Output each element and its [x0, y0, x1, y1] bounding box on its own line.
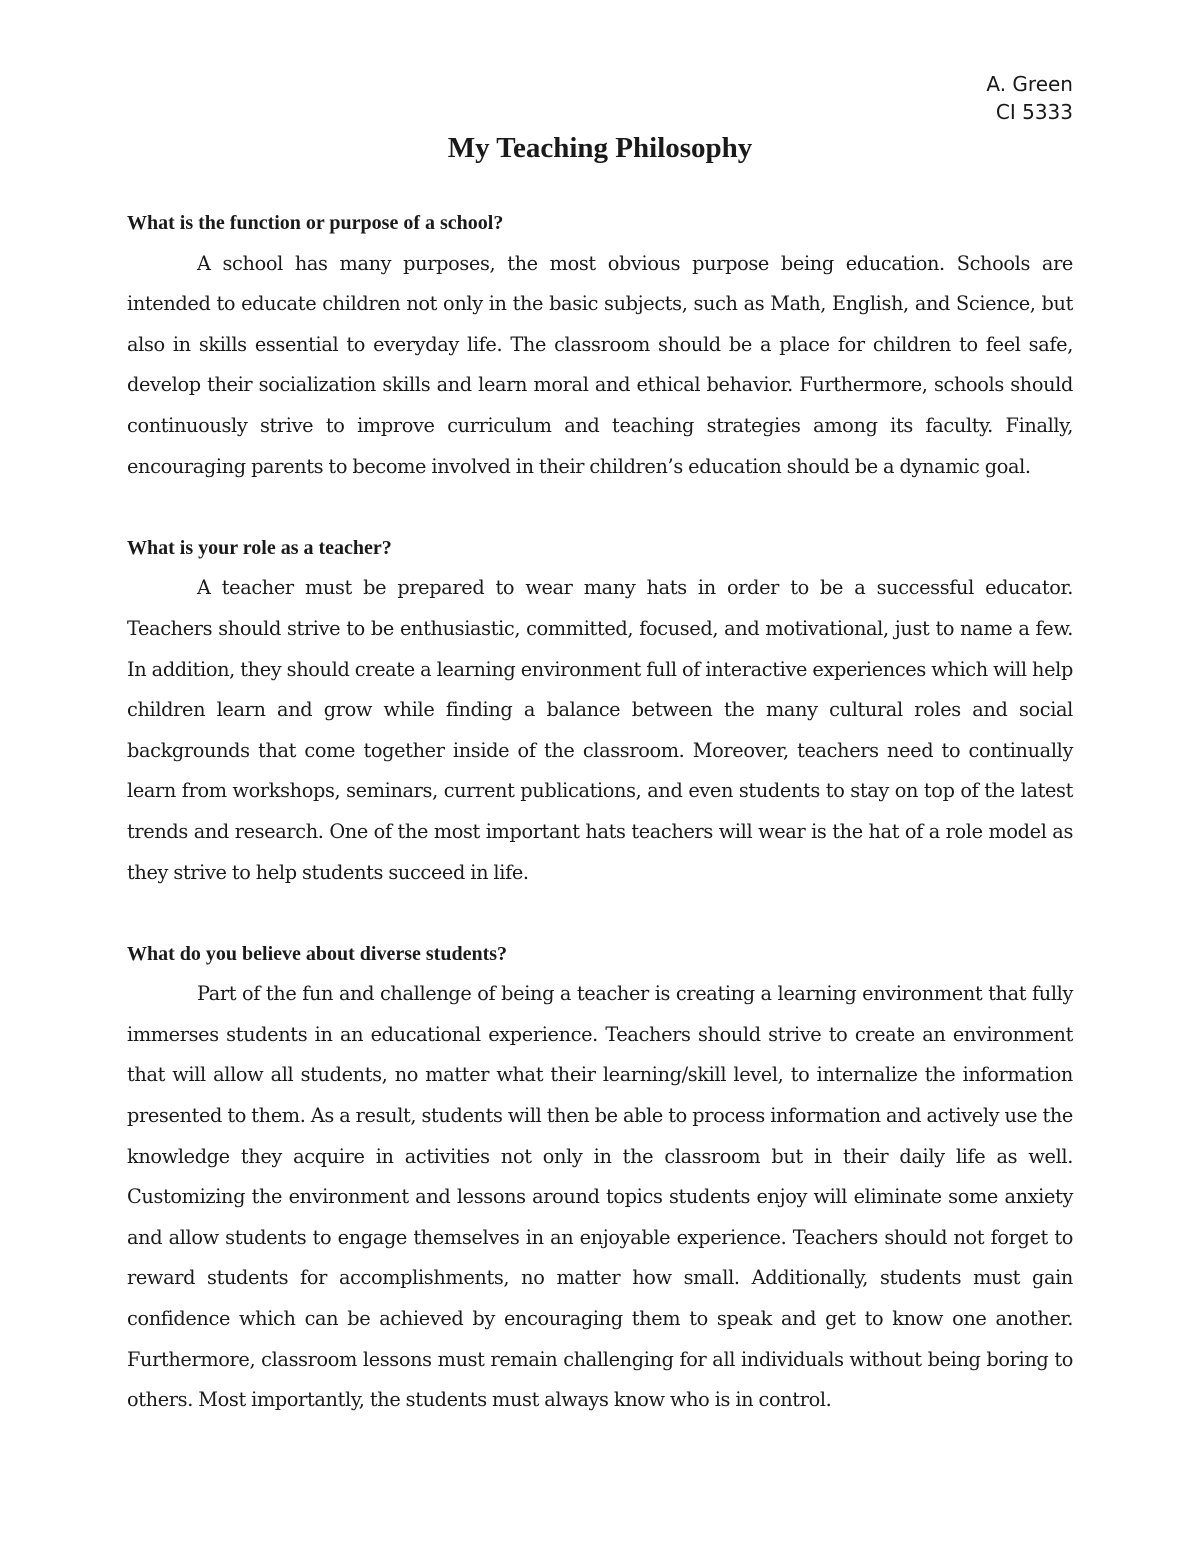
section-paragraph: A school has many purposes, the most obvious purpose being education. Schools are intended to educate children not only in the basic subjects, such as Math, English, and Science, but also in skills essential to everyday life. The classroom should be a place for children to feel safe, develop their socialization skills and learn moral and ethical behavior. Furthermore, schools should continuously strive to improve curriculum and teaching strategies among its faculty. Finally, encouraging parents to become involved in their children’s education should be a dynamic goal. — [127, 251, 1073, 478]
section-heading: What do you believe about diverse students? — [127, 942, 508, 965]
section-school-purpose — [127, 203, 1073, 487]
document-header — [986, 70, 1073, 126]
section-paragraph: Part of the fun and challenge of being a teacher is creating a learning environment that fully immerses students in an educational experience. Teachers should strive to create an environment that will allow all students, no matter what their learning/skill level, to internalize the information presented to them. As a result, students will then be able to process information and actively use the knowledge they acquire in activities not only in the classroom but in their daily life as well. Customizing the environment and lessons around topics students enjoy will eliminate some anxiety and allow students to engage themselves in an enjoyable experience. Teachers should not forget to reward students for accomplishments, no matter how small. Additionally, students must gain confidence which can be achieved by encouraging them to speak and get to know one another. Furthermore, classroom lessons must remain challenging for all individuals without being boring to others. Most importantly, the students must always know who is in control. — [127, 982, 1073, 1412]
section-teacher-role — [127, 528, 1073, 893]
document-body — [127, 203, 1073, 1421]
course-code: CI 5333 — [995, 100, 1073, 124]
author-name: A. Green — [986, 72, 1073, 96]
section-paragraph: A teacher must be prepared to wear many hats in order to be a successful educator. Teachers should strive to be enthusiastic, committed, focused, and motivational, just to name a few. In addition, they should create a learning environment full of interactive experiences which will help children learn and grow while finding a balance between the many cultural roles and social backgrounds that come together inside of the classroom. Moreover, teachers need to continually learn from workshops, seminars, current publications, and even students to stay on top of the latest trends and research. One of the most important hats teachers will wear is the hat of a role model as they strive to help students succeed in life. — [127, 576, 1073, 884]
section-heading: What is the function or purpose of a school? — [127, 212, 504, 234]
section-heading: What is your role as a teacher? — [127, 536, 392, 559]
page-title: My Teaching Philosophy — [447, 132, 753, 164]
section-diverse-students — [127, 934, 1073, 1421]
